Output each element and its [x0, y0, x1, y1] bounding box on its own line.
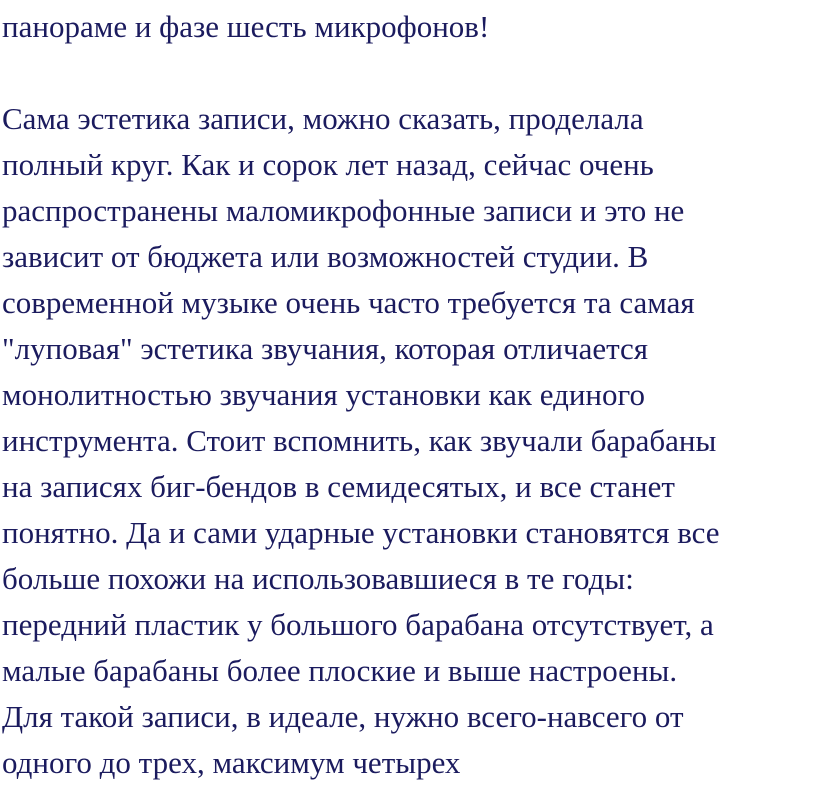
paragraph-2-line-7: монолитностью звучания установки как единого	[2, 377, 645, 412]
paragraph-2-line-13: малые барабаны более плоские и выше настроены.	[2, 653, 678, 688]
paragraph-2-line-9: на записях биг-бендов в семидесятых, и все станет	[2, 469, 675, 504]
paragraph-2-line-2: полный круг. Как и сорок лет назад, сейчас очень	[2, 147, 654, 182]
paragraph-2-line-10: понятно. Да и сами ударные установки становятся все	[2, 515, 720, 550]
paragraph-2-line-12: передний пластик у большого барабана отсутствует, а	[2, 607, 714, 642]
paragraph-2-line-1: Сама эстетика записи, можно сказать, проделала	[2, 101, 644, 136]
paragraph-2-line-11: больше похожи на использовавшиеся в те годы:	[2, 561, 634, 596]
paragraph-2-line-4: зависит от бюджета или возможностей студии. В	[2, 239, 649, 274]
paragraph-2-line-15: одного до трех, максимум четырех	[2, 745, 461, 780]
paragraph-2-line-14: Для такой записи, в идеале, нужно всего-навсего от	[2, 699, 684, 734]
paragraph-2-line-5: современной музыке очень часто требуется та самая	[2, 285, 695, 320]
paragraph-2-line-8: инструмента. Стоит вспомнить, как звучали барабаны	[2, 423, 717, 458]
paragraph-1-line-1: панораме и фазе шесть микрофонов!	[2, 9, 490, 44]
paragraph-2-line-3: распространены маломикрофонные записи и это не	[2, 193, 685, 228]
paragraph-2-line-6: "луповая" эстетика звучания, которая отличается	[2, 331, 649, 366]
